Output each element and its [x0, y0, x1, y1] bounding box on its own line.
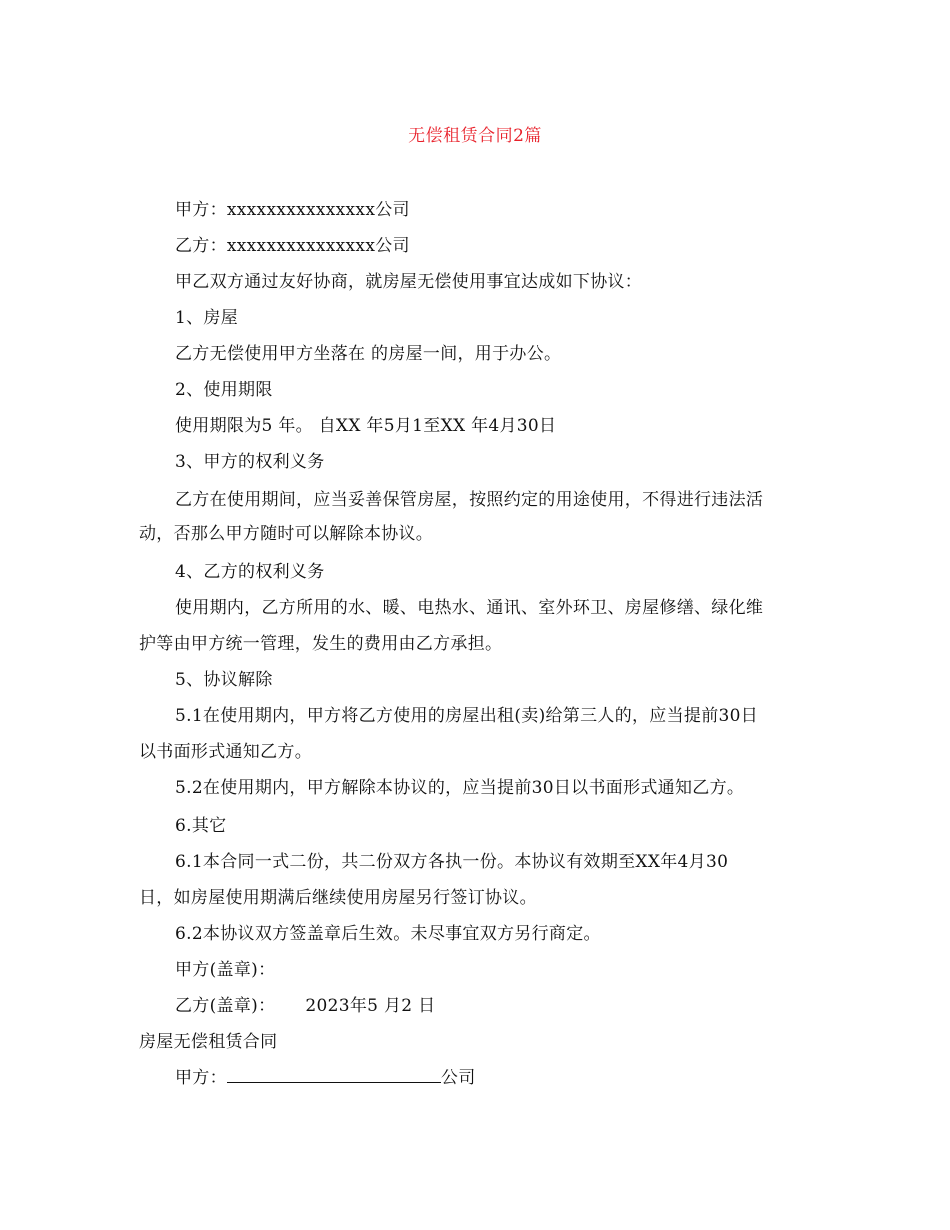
section-3-heading: 3、甲方的权利义务	[175, 452, 325, 472]
party-b-line: 乙方：xxxxxxxxxxxxxxx公司	[175, 236, 410, 256]
section-2-body: 使用期限为5 年。 自XX 年5月1至XX 年4月30日	[175, 416, 557, 436]
signature-party-b	[175, 994, 435, 1018]
section-5-1-line-2: 以书面形式通知乙方。	[139, 742, 312, 762]
section-2-heading: 2、使用期限	[175, 380, 273, 400]
contract-2-party-a-line	[175, 1066, 476, 1090]
section-4-heading: 4、乙方的权利义务	[175, 562, 325, 582]
section-4-body-line-2: 护等由甲方统一管理，发生的费用由乙方承担。	[139, 634, 503, 654]
contract-2-heading: 房屋无偿租赁合同	[139, 1032, 278, 1052]
party-a-line: 甲方：xxxxxxxxxxxxxxx公司	[175, 200, 410, 220]
section-6-2: 6.2本协议双方签盖章后生效。未尽事宜双方另行商定。	[175, 924, 601, 944]
section-6-1-line-2: 日，如房屋使用期满后继续使用房屋另行签订协议。	[139, 888, 537, 908]
signature-date: 2023年5 月2 日	[305, 996, 436, 1016]
document-title: 无偿租赁合同2篇	[408, 126, 542, 146]
section-3-body-line-2: 动，否那么甲方随时可以解除本协议。	[139, 524, 434, 544]
section-3-body-line-1: 乙方在使用期间，应当妥善保管房屋，按照约定的用途使用，不得进行违法活	[175, 490, 764, 510]
section-5-1-line-1: 5.1在使用期内，甲方将乙方使用的房屋出租(卖)给第三人的，应当提前30日	[175, 706, 759, 726]
intro-paragraph: 甲乙双方通过友好协商，就房屋无偿使用事宜达成如下协议：	[175, 272, 643, 292]
section-5-2: 5.2在使用期内，甲方解除本协议的，应当提前30日以书面形式通知乙方。	[175, 778, 745, 798]
section-6-1-line-1: 6.1本合同一式二份，共二份双方各执一份。本协议有效期至XX年4月30	[175, 852, 729, 872]
contract-2-party-a-suffix: 公司	[440, 1068, 476, 1088]
blank-underline	[227, 1066, 441, 1083]
section-4-body-line-1: 使用期内，乙方所用的水、暖、电热水、通讯、室外环卫、房屋修缮、绿化维	[175, 598, 764, 618]
section-1-heading: 1、房屋	[175, 308, 239, 328]
contract-2-party-a-prefix: 甲方：	[175, 1068, 227, 1088]
section-6-heading: 6.其它	[175, 816, 227, 836]
section-5-heading: 5、协议解除	[175, 670, 273, 690]
signature-party-a: 甲方(盖章)：	[175, 960, 276, 980]
section-1-body: 乙方无偿使用甲方坐落在 的房屋一间，用于办公。	[175, 344, 562, 364]
signature-party-b-label: 乙方(盖章)：	[175, 996, 276, 1016]
